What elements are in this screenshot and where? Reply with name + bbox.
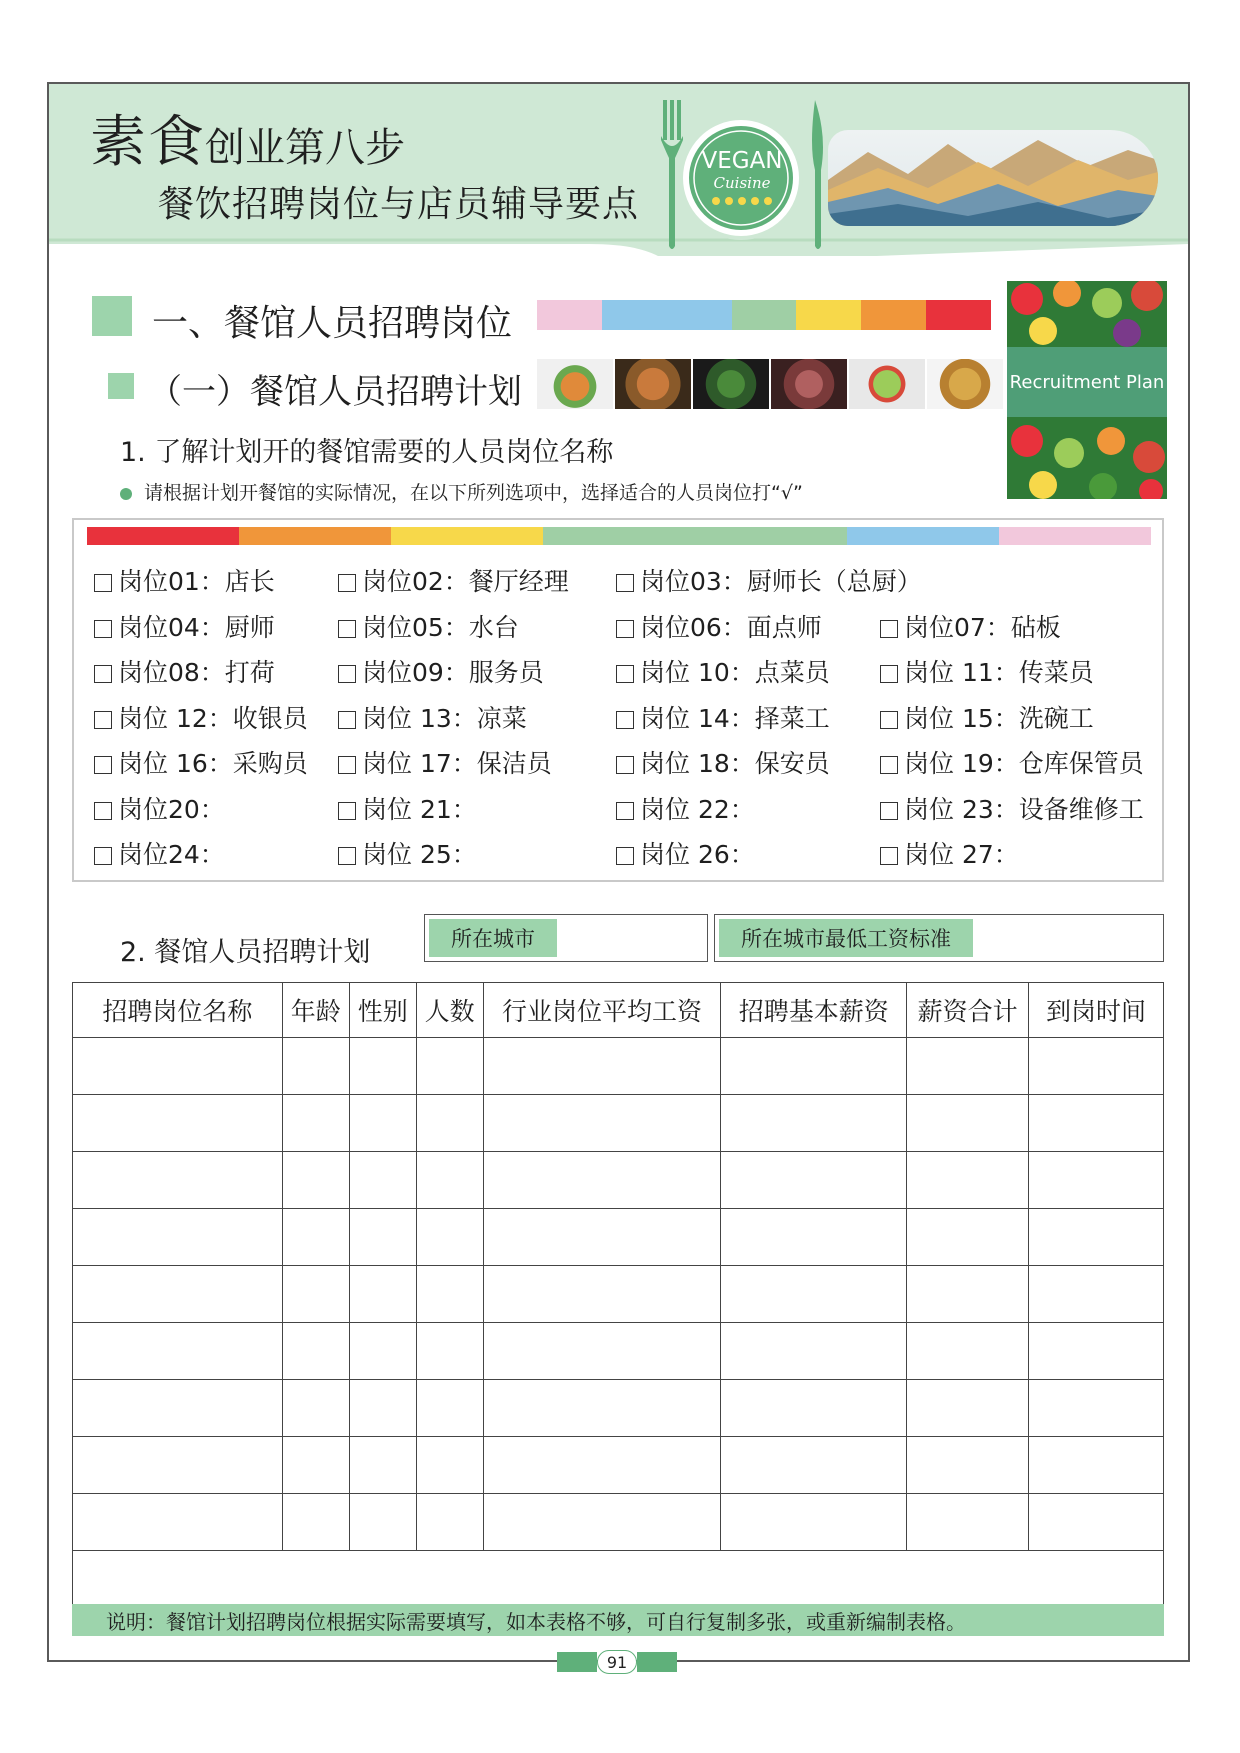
checkbox[interactable] [94, 620, 112, 638]
logo-text-cuisine: Cuisine [713, 174, 771, 192]
table-cell[interactable] [483, 1494, 721, 1551]
position-label: 岗位 11：传菜员 [904, 658, 1094, 687]
position-option[interactable] [94, 562, 275, 598]
table-cell[interactable] [1029, 1152, 1164, 1209]
subsection-marker [108, 373, 134, 399]
table-cell[interactable] [73, 1095, 283, 1152]
table-cell[interactable] [1029, 1095, 1164, 1152]
position-option[interactable] [880, 653, 1094, 689]
section-marker [92, 296, 132, 336]
checkbox[interactable] [880, 802, 898, 820]
page-number-badge [557, 1650, 677, 1674]
table-cell[interactable] [416, 1494, 483, 1551]
table-cell[interactable] [1029, 1038, 1164, 1095]
food-photo [537, 359, 613, 409]
table-cell[interactable] [721, 1266, 907, 1323]
checkbox[interactable] [94, 802, 112, 820]
position-label: 岗位24： [118, 840, 225, 869]
position-label: 岗位 27： [904, 840, 1019, 869]
position-option[interactable] [338, 608, 519, 644]
food-photo [927, 359, 1003, 409]
table-notes-row [73, 1551, 1164, 1608]
page-subtitle: 餐饮招聘岗位与店员辅导要点 [158, 184, 640, 225]
position-option[interactable] [94, 608, 275, 644]
table-header-cell: 薪资合计 [907, 983, 1029, 1038]
table-cell[interactable] [73, 1038, 283, 1095]
logo-dots [712, 197, 772, 205]
min-wage-field[interactable] [714, 914, 1164, 962]
table-cell[interactable] [349, 1266, 416, 1323]
page-number-bar-left [557, 1652, 597, 1672]
table-row [73, 1437, 1164, 1494]
checkbox[interactable] [338, 802, 356, 820]
table-cell[interactable] [416, 1152, 483, 1209]
position-label: 岗位07：砧板 [904, 612, 1061, 642]
table-row [73, 1380, 1164, 1437]
checkbox[interactable] [94, 756, 112, 774]
table-cell[interactable] [721, 1152, 907, 1209]
position-option[interactable] [338, 699, 527, 735]
food-photo [771, 359, 847, 409]
table-cell[interactable] [73, 1380, 283, 1437]
table-cell[interactable] [73, 1209, 283, 1266]
position-option[interactable] [616, 699, 830, 735]
city-label: 所在城市 [429, 919, 557, 957]
min-wage-label: 所在城市最低工资标准 [719, 919, 973, 957]
city-field[interactable] [424, 914, 708, 962]
position-label: 岗位20： [118, 794, 225, 824]
position-label: 岗位 26： [640, 840, 755, 869]
page-title-big: 素食 [90, 110, 206, 175]
table-cell[interactable] [907, 1266, 1029, 1323]
checkbox[interactable] [616, 620, 634, 638]
checkbox[interactable] [616, 574, 634, 592]
table-row [73, 1494, 1164, 1551]
position-option[interactable] [616, 562, 922, 598]
position-label: 岗位 16：采购员 [118, 749, 308, 778]
table-cell[interactable] [907, 1494, 1029, 1551]
food-photo [693, 359, 769, 409]
position-option[interactable] [94, 744, 308, 780]
checkbox[interactable] [616, 665, 634, 683]
position-label: 岗位 15：洗碗工 [904, 703, 1094, 733]
table-row [73, 1209, 1164, 1266]
checkbox[interactable] [94, 574, 112, 592]
table-cell[interactable] [73, 1266, 283, 1323]
table-header-cell: 年龄 [282, 983, 349, 1038]
table-row [73, 1266, 1164, 1323]
table-row [73, 1095, 1164, 1152]
position-option[interactable] [880, 835, 1019, 871]
page-number: 91 [597, 1650, 637, 1674]
checkbox[interactable] [94, 711, 112, 729]
position-option[interactable] [338, 744, 552, 780]
table-header-cell: 招聘岗位名称 [73, 983, 283, 1038]
checkbox[interactable] [338, 574, 356, 592]
position-label: 岗位08：打荷 [118, 658, 275, 687]
position-option[interactable] [94, 790, 225, 826]
table-row [73, 1152, 1164, 1209]
recruitment-plan-image [1007, 281, 1167, 499]
table-header-cell: 招聘基本薪资 [721, 983, 907, 1038]
checkbox[interactable] [338, 756, 356, 774]
page-number-bar-right [637, 1652, 677, 1672]
table-cell[interactable] [282, 1038, 349, 1095]
table-cell[interactable] [349, 1323, 416, 1380]
checkbox[interactable] [616, 847, 634, 865]
checkbox[interactable] [616, 756, 634, 774]
table-cell[interactable] [416, 1095, 483, 1152]
position-label: 岗位 18：保安员 [640, 749, 830, 778]
table-cell[interactable] [483, 1038, 721, 1095]
checkbox[interactable] [880, 847, 898, 865]
table-cell[interactable] [721, 1494, 907, 1551]
position-option[interactable] [880, 699, 1094, 735]
table-row [73, 1038, 1164, 1095]
table-cell[interactable] [483, 1095, 721, 1152]
checkbox[interactable] [880, 756, 898, 774]
question-1-title: 1. 了解计划开的餐馆需要的人员岗位名称 [120, 437, 614, 468]
subsection-title: （一）餐馆人员招聘计划 [148, 372, 522, 412]
table-header-cell: 到岗时间 [1029, 983, 1164, 1038]
position-label: 岗位02：餐厅经理 [362, 567, 569, 596]
table-cell[interactable] [349, 1380, 416, 1437]
page-title-small: 创业第八步 [205, 125, 405, 171]
checkbox[interactable] [94, 665, 112, 683]
position-label: 岗位05：水台 [362, 612, 519, 642]
footnote: 说明：餐馆计划招聘岗位根据实际需要填写，如本表格不够，可自行复制多张，或重新编制表格。 [72, 1604, 1164, 1636]
table-cell[interactable] [416, 1380, 483, 1437]
table-body [73, 1038, 1164, 1608]
position-option[interactable] [616, 744, 830, 780]
table-cell[interactable] [721, 1038, 907, 1095]
table-cell[interactable] [483, 1437, 721, 1494]
position-label: 岗位 22： [640, 794, 755, 824]
table-cell[interactable] [282, 1437, 349, 1494]
table-cell[interactable] [1029, 1209, 1164, 1266]
table-cell[interactable] [282, 1152, 349, 1209]
checkbox[interactable] [880, 711, 898, 729]
food-photo [615, 359, 691, 409]
table-cell[interactable] [73, 1494, 283, 1551]
table-cell[interactable] [907, 1380, 1029, 1437]
position-option[interactable] [880, 608, 1061, 644]
food-photo [849, 359, 925, 409]
table-cell[interactable] [1029, 1437, 1164, 1494]
position-label: 岗位09：服务员 [362, 658, 544, 687]
checkbox[interactable] [338, 620, 356, 638]
table-cell[interactable] [73, 1437, 283, 1494]
table-cell[interactable] [416, 1038, 483, 1095]
position-label: 岗位01：店长 [118, 567, 275, 596]
checkbox[interactable] [880, 665, 898, 683]
table-cell[interactable] [721, 1437, 907, 1494]
table-cell[interactable] [483, 1380, 721, 1437]
table-cell[interactable] [907, 1095, 1029, 1152]
checkbox[interactable] [338, 711, 356, 729]
table-cell[interactable] [907, 1437, 1029, 1494]
table-cell[interactable] [282, 1095, 349, 1152]
position-option[interactable] [338, 562, 569, 598]
position-option[interactable] [616, 653, 830, 689]
table-header-row [73, 983, 1164, 1038]
position-option[interactable] [338, 790, 477, 826]
table-header-cell: 人数 [416, 983, 483, 1038]
table-cell[interactable] [282, 1494, 349, 1551]
question-1-note-text: 请根据计划开餐馆的实际情况，在以下所列选项中，选择适合的人员岗位打“√” [144, 482, 803, 504]
table-cell[interactable] [416, 1266, 483, 1323]
position-label: 岗位 13：凉菜 [362, 703, 527, 733]
section-title: 一、餐馆人员招聘岗位 [152, 303, 513, 344]
checkbox[interactable] [616, 711, 634, 729]
table-cell[interactable] [349, 1038, 416, 1095]
table-cell[interactable] [483, 1152, 721, 1209]
table-cell[interactable] [73, 1152, 283, 1209]
position-label: 岗位 14：择菜工 [640, 703, 830, 733]
position-label: 岗位 19：仓库保管员 [904, 749, 1144, 778]
table-cell[interactable] [416, 1209, 483, 1266]
position-option[interactable] [616, 790, 755, 826]
position-option[interactable] [338, 835, 477, 871]
position-label: 岗位04：厨师 [118, 612, 275, 642]
position-label: 岗位06：面点师 [640, 612, 822, 642]
table-cell[interactable] [349, 1095, 416, 1152]
table-cell[interactable] [721, 1380, 907, 1437]
position-option[interactable] [880, 790, 1144, 826]
table-cell[interactable] [282, 1209, 349, 1266]
table-cell[interactable] [282, 1266, 349, 1323]
recruitment-plan-label: Recruitment Plan [1007, 347, 1167, 417]
position-option[interactable] [338, 653, 544, 689]
table-cell[interactable] [416, 1323, 483, 1380]
position-option[interactable] [616, 835, 755, 871]
position-option[interactable] [94, 653, 275, 689]
table-cell[interactable] [907, 1038, 1029, 1095]
checkbox[interactable] [94, 847, 112, 865]
position-option[interactable] [616, 608, 822, 644]
mountain-landscape-image [828, 130, 1158, 226]
position-label: 岗位 25： [362, 840, 477, 869]
position-option[interactable] [880, 744, 1144, 780]
checkbox[interactable] [338, 665, 356, 683]
position-label: 岗位03：厨师长（总厨） [640, 567, 922, 596]
table-cell[interactable] [349, 1494, 416, 1551]
table-cell[interactable] [1029, 1266, 1164, 1323]
bullet-icon [120, 488, 132, 500]
table-cell[interactable] [1029, 1323, 1164, 1380]
table-cell[interactable] [416, 1437, 483, 1494]
checkbox[interactable] [616, 802, 634, 820]
rainbow-bar-top [537, 300, 991, 330]
position-label: 岗位 10：点菜员 [640, 658, 830, 687]
table-cell[interactable] [907, 1209, 1029, 1266]
table-cell[interactable] [721, 1323, 907, 1380]
checkbox[interactable] [338, 847, 356, 865]
table-cell[interactable] [907, 1152, 1029, 1209]
table-cell[interactable] [721, 1209, 907, 1266]
position-label: 岗位 21： [362, 794, 477, 824]
table-cell[interactable] [907, 1323, 1029, 1380]
logo-text-vegan: VEGAN [701, 148, 783, 174]
table-header-cell: 性别 [349, 983, 416, 1038]
table-notes-cell[interactable] [73, 1551, 1164, 1608]
table-cell[interactable] [349, 1437, 416, 1494]
question-1-note [120, 478, 803, 505]
table-cell[interactable] [1029, 1494, 1164, 1551]
position-option[interactable] [94, 835, 225, 871]
table-cell[interactable] [282, 1323, 349, 1380]
table-cell[interactable] [282, 1380, 349, 1437]
position-label: 岗位 12：收银员 [118, 703, 308, 733]
position-label: 岗位 17：保洁员 [362, 749, 552, 778]
rainbow-bar-checklist [87, 527, 1151, 545]
table-cell[interactable] [483, 1209, 721, 1266]
table-header-cell: 行业岗位平均工资 [483, 983, 721, 1038]
position-label: 岗位 23：设备维修工 [904, 794, 1144, 824]
recruitment-plan-table [72, 982, 1164, 1607]
table-cell[interactable] [483, 1266, 721, 1323]
table-cell[interactable] [483, 1323, 721, 1380]
table-cell[interactable] [73, 1323, 283, 1380]
table-cell[interactable] [721, 1095, 907, 1152]
table-row [73, 1323, 1164, 1380]
position-option[interactable] [94, 699, 308, 735]
table-cell[interactable] [349, 1209, 416, 1266]
food-photo-strip [537, 359, 1003, 409]
checkbox[interactable] [880, 620, 898, 638]
table-cell[interactable] [1029, 1380, 1164, 1437]
question-2-title: 2. 餐馆人员招聘计划 [120, 937, 371, 968]
table-cell[interactable] [349, 1152, 416, 1209]
